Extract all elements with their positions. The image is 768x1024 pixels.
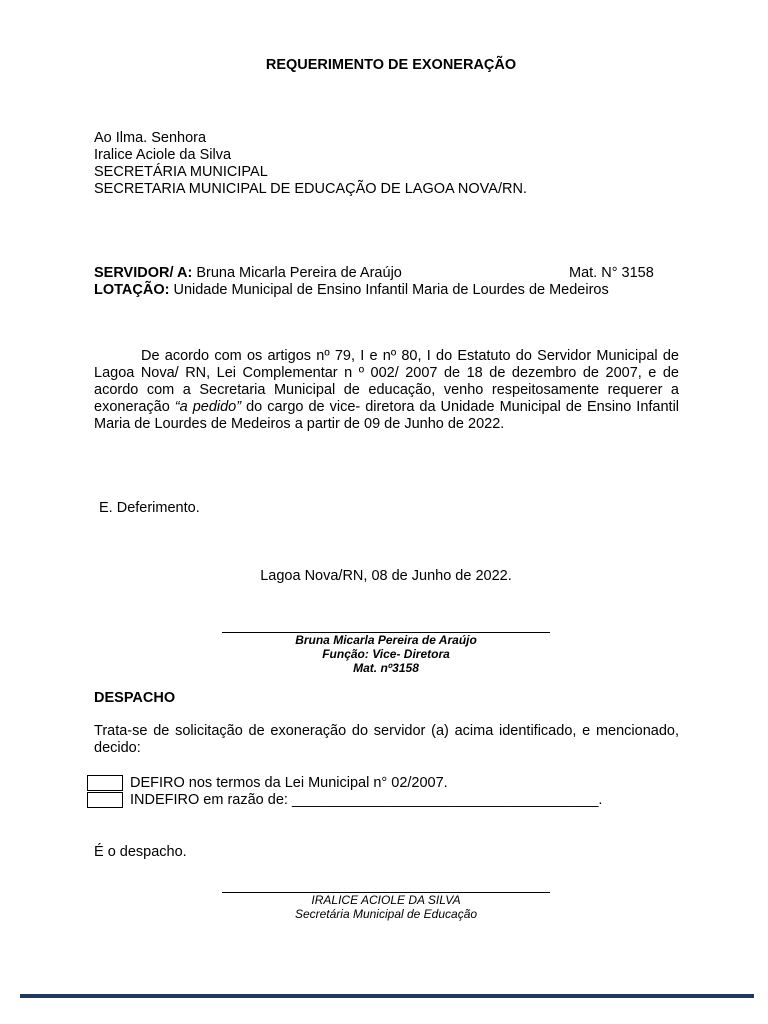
signature-secretary-name: IRALICE ACIOLE DA SILVA	[311, 893, 461, 907]
request-emphasis: “a pedido”	[174, 399, 242, 415]
servidor-mat: Mat. N° 3158	[569, 265, 654, 281]
despacho-text: Trata-se de solicitação de exoneração do servidor (a) acima identificado, e mencionado, decido:	[94, 723, 679, 756]
signature-requester-name: Bruna Micarla Pereira de Araújo	[295, 633, 477, 647]
signature-requester-role: Função: Vice- Diretora	[322, 647, 450, 661]
closing-line: E. Deferimento.	[99, 500, 200, 516]
indefiro-checkbox[interactable]	[87, 792, 123, 808]
defiro-option-label: DEFIRO nos termos da Lei Municipal n° 02/2007.	[130, 775, 448, 791]
signature-secretary-role: Secretária Municipal de Educação	[294, 907, 478, 921]
footer-bar	[20, 994, 754, 998]
document-title: REQUERIMENTO DE EXONERAÇÃO	[265, 57, 517, 73]
recipient-name: Iralice Aciole da Silva	[94, 147, 232, 163]
lotacao-label: LOTAÇÃO:	[94, 282, 170, 298]
servidor-name: Bruna Micarla Pereira de Araújo	[196, 265, 402, 281]
recipient-title: SECRETÁRIA MUNICIPAL	[94, 164, 268, 180]
despacho-heading: DESPACHO	[94, 690, 176, 706]
servidor-label: SERVIDOR/ A:	[94, 265, 193, 281]
request-paragraph	[94, 348, 679, 433]
signature-requester-mat: Mat. nº3158	[353, 661, 419, 675]
lotacao-line	[94, 282, 609, 299]
recipient-salutation: Ao Ilma. Senhora	[94, 130, 207, 146]
request-text-part2: do cargo de vice- diretora da Unidade Municipal de Ensino Infantil Maria de Lourdes de Medeiros a partir de 09 de Junho de 2022.	[94, 399, 680, 432]
lotacao-value: Unidade Municipal de Ensino Infantil Maria de Lourdes de Medeiros	[173, 282, 609, 298]
despacho-closing: É o despacho.	[94, 844, 187, 860]
recipient-department: SECRETARIA MUNICIPAL DE EDUCAÇÃO DE LAGOA NOVA/RN.	[94, 181, 527, 197]
servidor-line	[94, 265, 402, 282]
indefiro-option-label: INDEFIRO em razão de: ______________________________________.	[130, 792, 603, 808]
request-text-part1: De acordo com os artigos nº 79, I e nº 80, I do Estatuto do Servidor Municipal de Lagoa Nova/ RN, Lei Complementar n º 002/ 2007 de 18 de dezembro de 2007, e de acordo com a Secretaria Municipal de educação, venho respeitosamente requerer a exoneração	[94, 348, 679, 415]
defiro-checkbox[interactable]	[87, 775, 123, 791]
place-date: Lagoa Nova/RN, 08 de Junho de 2022.	[260, 568, 512, 584]
